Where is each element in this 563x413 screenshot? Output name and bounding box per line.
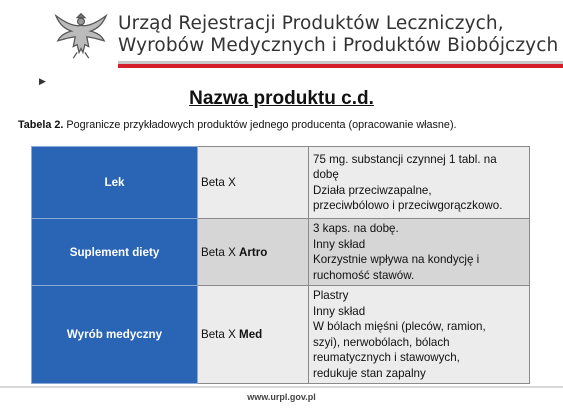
description-line: przeciwbólowo i przeciwgorączkowo. (313, 199, 503, 212)
header-divider-red (118, 64, 563, 68)
description-line: ruchomość stawów. (313, 268, 415, 282)
caption-label: Tabela 2. (18, 119, 64, 131)
product-cell (198, 219, 309, 286)
description-cell (309, 147, 530, 219)
category-cell: Suplement diety (32, 219, 198, 286)
description-line: 3 kaps. na dobę. (313, 222, 399, 235)
table-row (32, 147, 530, 219)
description-line: Plastry (313, 289, 349, 302)
category-cell: Wyrób medyczny (32, 286, 198, 384)
org-line-1: Urząd Rejestracji Produktów Leczniczych, (118, 13, 504, 34)
table-caption (18, 119, 457, 131)
description-line: Działa przeciwzapalne, (313, 183, 432, 197)
description-line: Inny skład (313, 304, 366, 318)
slide-title: Nazwa produktu c.d. (189, 88, 374, 109)
org-line-2: Wyrobów Medycznych i Produktów Biobójczych (118, 35, 559, 56)
header (0, 0, 563, 68)
product-name: Beta X (201, 176, 236, 189)
description-line: Inny skład (313, 237, 366, 251)
description-line: redukuje stan zapalny (313, 366, 426, 380)
polish-eagle-emblem-icon (52, 6, 110, 64)
product-cell (198, 147, 309, 219)
description-cell (309, 219, 530, 286)
description-line: reumatycznych i stawowych, (313, 351, 460, 364)
description-line: 75 mg. substancji czynnej 1 tabl. na (313, 152, 497, 166)
footer-url[interactable]: www.urpl.gov.pl (247, 392, 316, 402)
description-line: Korzystnie wpływa na kondycję i (313, 253, 480, 266)
product-name: Beta X (201, 245, 240, 259)
caption-text: Pogranicze przykładowych produktów jednego producenta (opracowanie własne). (63, 119, 457, 131)
mouse-cursor-icon: ▶ (39, 76, 46, 86)
description-line: szyi), nerwobólach, bólach (313, 335, 450, 349)
product-cell (198, 286, 309, 384)
description-line: W bólach mięśni (pleców, ramion, (313, 320, 486, 333)
products-table (31, 146, 530, 384)
description-line: dobę (313, 168, 339, 181)
footer-divider (0, 386, 563, 388)
description-cell (309, 286, 530, 384)
organization-name (118, 13, 558, 57)
product-suffix: Artro (239, 245, 268, 259)
table-row (32, 219, 530, 286)
table-row (32, 286, 530, 384)
product-name: Beta X (201, 328, 240, 341)
product-suffix: Med (239, 328, 263, 341)
category-cell: Lek (32, 147, 198, 219)
